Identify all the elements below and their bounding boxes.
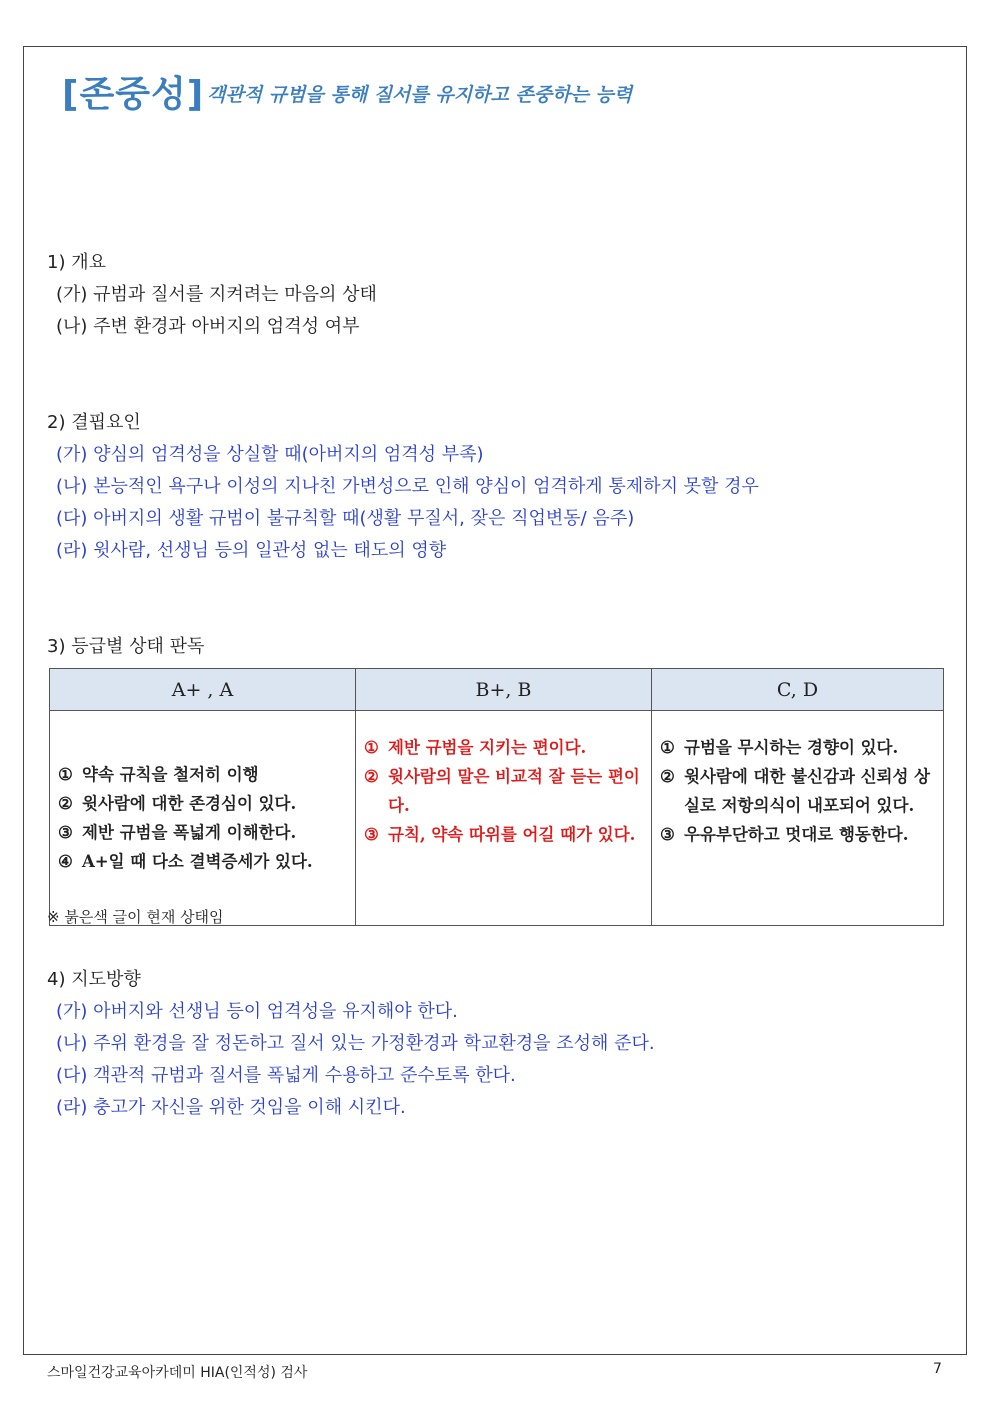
list-item: ③ 우유부단하고 멋대로 행동한다. xyxy=(660,825,909,844)
guidance-item: (라) 충고가 자신을 위한 것임을 이해 시킨다. xyxy=(56,1097,406,1118)
page-number: 7 xyxy=(933,1361,942,1377)
grade-table-header-row xyxy=(50,669,944,711)
list-item: ② 윗사람의 말은 비교적 잘 듣는 편이다. xyxy=(364,767,640,815)
guidance-item: (나) 주위 환경을 잘 정돈하고 질서 있는 가정환경과 학교환경을 조성해 준다. xyxy=(56,1033,655,1054)
section-title-guidance: 4) 지도방향 xyxy=(47,969,141,990)
list-item: ① 규범을 무시하는 경향이 있다. xyxy=(660,738,899,757)
grade-header-a: A+ , A xyxy=(50,669,356,711)
overview-item: (나) 주변 환경과 아버지의 엄격성 여부 xyxy=(56,316,360,337)
grade-table-body-row xyxy=(50,711,944,926)
grade-cell-b xyxy=(356,711,652,926)
grade-cell-cd xyxy=(652,711,944,926)
grade-table xyxy=(49,668,944,926)
section-title-grades: 3) 등급별 상태 판독 xyxy=(47,636,205,657)
deficiency-item: (다) 아버지의 생활 규범이 불규칙할 때(생활 무질서, 잦은 직업변동/ 음주) xyxy=(56,508,635,529)
overview-item: (가) 규범과 질서를 지켜려는 마음의 상태 xyxy=(56,284,377,305)
deficiency-item: (나) 본능적인 욕구나 이성의 지나친 가변성으로 인해 양심이 엄격하게 통제하지 못할 경우 xyxy=(56,476,759,497)
grade-header-b: B+, B xyxy=(356,669,652,711)
list-item: ④ A+일 때 다소 결벽증세가 있다. xyxy=(58,852,313,871)
footer-title: 스마일건강교육아카데미 HIA(인적성) 검사 xyxy=(47,1365,308,1381)
table-note: ※ 붉은색 글이 현재 상태임 xyxy=(47,908,224,926)
deficiency-item: (가) 양심의 엄격성을 상실할 때(아버지의 엄격성 부족) xyxy=(56,444,484,465)
guidance-item: (가) 아버지와 선생님 등이 엄격성을 유지해야 한다. xyxy=(56,1001,458,1022)
list-item: ① 제반 규범을 지키는 편이다. xyxy=(364,738,587,757)
list-item: ③ 제반 규범을 폭넓게 이해한다. xyxy=(58,823,297,842)
list-item: ③ 규칙, 약속 따위를 어길 때가 있다. xyxy=(364,825,636,844)
deficiency-item: (라) 윗사람, 선생님 등의 일관성 없는 태도의 영향 xyxy=(56,540,447,561)
list-item: ② 윗사람에 대한 존경심이 있다. xyxy=(58,794,297,813)
list-item: ② 윗사람에 대한 불신감과 신뢰성 상실로 저항의식이 내포되어 있다. xyxy=(660,767,931,815)
section-title-overview: 1) 개요 xyxy=(47,252,106,273)
page-subtitle: 객관적 규범을 통해 질서를 유지하고 존중하는 능력 xyxy=(207,84,633,106)
page-title: [존중성] xyxy=(62,74,205,115)
section-title-deficiency: 2) 결핍요인 xyxy=(47,412,141,433)
list-item: ① 약속 규칙을 철저히 이행 xyxy=(58,765,259,784)
guidance-item: (다) 객관적 규범과 질서를 폭넓게 수용하고 준수토록 한다. xyxy=(56,1065,516,1086)
grade-header-cd: C, D xyxy=(652,669,944,711)
grade-cell-a xyxy=(50,711,356,926)
